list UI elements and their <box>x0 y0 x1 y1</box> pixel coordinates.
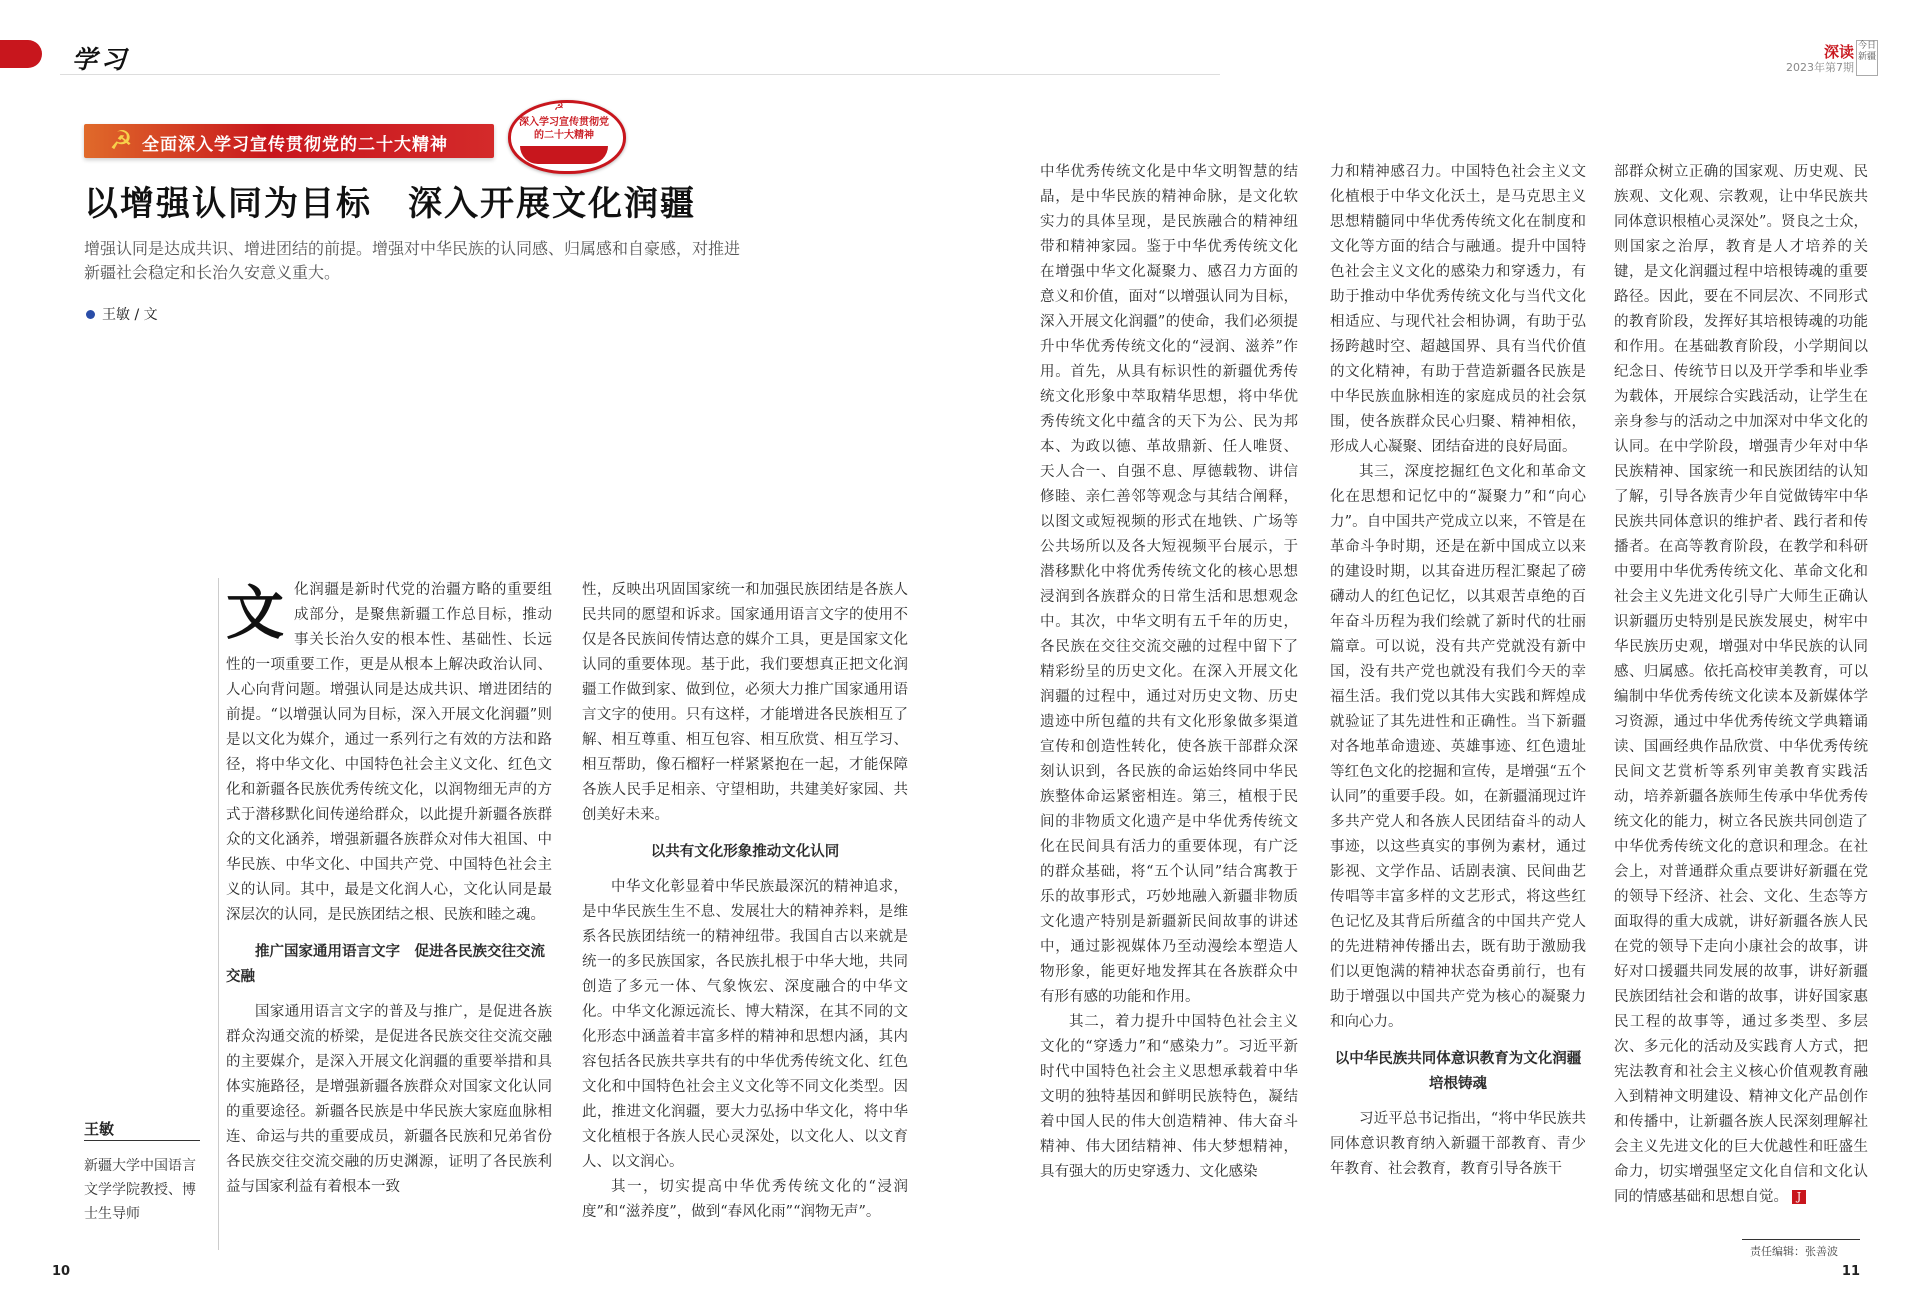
author-name: 王敏 <box>84 1120 115 1138</box>
responsible-editor: 责任编辑：张善波 <box>1750 1245 1838 1258</box>
body-column-1 <box>226 578 552 1200</box>
body-column-2 <box>582 578 908 1225</box>
author-rule <box>84 1140 200 1141</box>
badge-emblem-icon: ☭ <box>554 100 564 113</box>
end-mark-icon: J <box>1792 1190 1806 1204</box>
body-column-4 <box>1330 160 1586 1182</box>
header-rule-left <box>60 74 1220 75</box>
byline-dot-icon <box>86 310 95 319</box>
article-title: 以增强认同为目标 深入开展文化润疆 <box>84 184 696 224</box>
editor-rule <box>1742 1239 1860 1240</box>
badge-base-decoration <box>520 146 608 164</box>
paragraph: 力和精神感召力。中国特色社会主义文化植根于中华文化沃土，是马克思主义思想精髓同中华优秀传统文化在制度和文化等方面的结合与融通。提升中国特色社会主义文化的感染力和穿透力，有助于推动中华优秀传统文化与当代文化相适应、与现代社会相协调，有助于弘扬跨越时空、超越国界、具有当代价值的文化精神，有助于营造新疆各民族是中华民族血脉相连的家庭成员的社会氛围，使各族群众民心归聚、精神相依，形成人心凝聚、团结奋进的良好局面。 <box>1330 164 1586 455</box>
page-number-left: 10 <box>52 1264 71 1279</box>
badge-text: 深入学习宣传贯彻党的二十大精神 <box>519 117 609 141</box>
paragraph: 国家通用语言文字的普及与推广，是促进各族群众沟通交流的桥梁，是促进各民族交往交流交融的主要媒介，是深入开展文化润疆的重要举措和具体实施路径，是增强新疆各族群众对国家文化认同的重要途径。新疆各民族是中华民族大家庭血脉相连、命运与共的重要成员，新疆各民族和兄弟省份各民族交往交流交融的历史渊源，证明了各民族利益与国家利益有着根本一致 <box>226 1004 552 1195</box>
magazine-issue: 2023年第7期 <box>1786 61 1854 74</box>
page-number-right: 11 <box>1841 1264 1860 1279</box>
article-lead: 增强认同是达成共识、增进团结的前提。增强对中华民族的认同感、归属感和自豪感，对推进新疆社会稳定和长治久安意义重大。 <box>84 239 741 282</box>
paragraph: 其三，深度挖掘红色文化和革命文化在思想和记忆中的“凝聚力”和“向心力”。自中国共产党成立以来，不管是在革命斗争时期，还是在新中国成立以来的建设时期，以其奋进历程汇聚起了磅礴动人的红色记忆，以其艰苦卓绝的百年奋斗历程为我们绘就了新时代的壮丽篇章。可以说，没有共产党就没有新中国，没有共产党也就没有我们今天的幸福生活。我们党以其伟大实践和辉煌成就验证了其先进性和正确性。当下新疆对各地革命遗迹、英雄事迹、红色遗址等红色文化的挖掘和宣传，是增强“五个认同”的重要手段。如，在新疆涌现过许多共产党人和各族人民团结奋斗的动人事迹，以这些真实的事例为素材，通过影视、文学作品、话剧表演、民间曲艺传唱等丰富多样的文艺形式，将这些红色记忆及其背后所蕴含的中国共产党人的先进精神传播出去，既有助于激励我们以更饱满的精神状态奋勇前行，也有助于增强以中国共产党为核心的凝聚力和向心力。 <box>1330 464 1586 1030</box>
body-column-3 <box>1040 160 1298 1185</box>
banner-text: 全面深入学习宣传贯彻党的二十大精神 <box>142 135 448 155</box>
magazine-logo-box: 今日新疆 <box>1856 40 1878 76</box>
author-divider <box>218 578 219 1250</box>
party-emblem-icon: ☭ <box>109 126 133 156</box>
paragraph: 其一，切实提高中华优秀传统文化的“浸润度”和“滋养度”，做到“春风化雨”“润物无声”。 <box>582 1179 908 1220</box>
author-description: 新疆大学中国语言文学学院教授、博士生导师 <box>84 1158 196 1222</box>
magazine-name: 深读 <box>1823 43 1854 61</box>
drop-cap: 文 <box>226 579 285 647</box>
section-heading: 以中华民族共同体意识教育为文化润疆培根铸魂 <box>1334 1051 1582 1092</box>
article-byline: 王敏 / 文 <box>102 307 158 323</box>
section-heading: 推广国家通用语言文字 促进各民族交往交流交融 <box>226 944 545 985</box>
paragraph-text: 部群众树立正确的国家观、历史观、民族观、文化观、宗教观，让中华民族共同体意识根植心灵深处”。贤良之士众，则国家之治厚，教育是人才培养的关键，是文化润疆过程中培根铸魂的重要路径。因此，要在不同层次、不同形式的教育阶段，发挥好其培根铸魂的功能和作用。在基础教育阶段，小学期间以纪念日、传统节日以及开学季和毕业季为载体，开展综合实践活动，让学生在亲身参与的活动之中加深对中华文化的认同。在中学阶段，增强青少年对中华民族精神、国家统一和民族团结的认知了解，引导各族青少年自觉做铸牢中华民族共同体意识的维护者、践行者和传播者。在高等教育阶段，在教学和科研中要用中华优秀传统文化、革命文化和社会主义先进文化引导广大师生正确认识新疆历史特别是民族发展史，树牢中华民族历史观，增强对中华民族的认同感、归属感。依托高校审美教育，可以编制中华优秀传统文化读本及新媒体学习资源，通过中华优秀传统文学典籍诵读、国画经典作品欣赏、中华优秀传统民间文艺赏析等系列审美教育实践活动，培养新疆各族师生传承中华优秀传统文化的能力，树立各民族共同创造了中华优秀传统文化的意识和理念。在社会上，对普通群众重点要讲好新疆在党的领导下经济、社会、文化、生态等方面取得的重大成就，讲好新疆各族人民在党的领导下走向小康社会的故事，讲好对口援疆共同发展的故事，讲好新疆民族团结社会和谐的故事，讲好国家惠民工程的故事等，通过多类型、多层次、多元化的活动及实践育人方式，把宪法教育和社会主义核心价值观教育融入到精神文明建设、精神文化产品创作和传播中，让新疆各族人民深刻理解社会主义先进文化的巨大优越性和旺盛生命力，切实增强坚定文化自信和文化认同的情感基础和思想自觉。 <box>1614 164 1868 1205</box>
section-heading: 以共有文化形象推动文化认同 <box>650 844 840 860</box>
paragraph: 其二，着力提升中国特色社会主义文化的“穿透力”和“感染力”。习近平新时代中国特色社会主义思想承载着中华文明的独特基因和鲜明民族特色，凝结着中国人民的伟大创造精神、伟大奋斗精神、伟大团结精神、伟大梦想精神，具有强大的历史穿透力、文化感染 <box>1040 1014 1298 1180</box>
section-label: 学习 <box>72 45 131 74</box>
paragraph: 中华文化彰显着中华民族最深沉的精神追求，是中华民族生生不息、发展壮大的精神养料，是维系各民族团结统一的精神纽带。我国自古以来就是统一的多民族国家，各民族扎根于中华大地，共同创造了多元一体、气象恢宏、深度融合的中华文化。中华文化源远流长、博大精深，在其不同的文化形态中涵盖着丰富多样的精神和思想内涵，其内容包括各民族共享共有的中华优秀传统文化、红色文化和中国特色社会主义文化等不同文化类型。因此，推进文化润疆，要大力弘扬中华文化，将中华文化植根于各族人民心灵深处，以文化人、以文育人、以文润心。 <box>582 879 908 1170</box>
body-column-5 <box>1614 160 1868 1210</box>
section-tab-marker <box>0 40 42 68</box>
paragraph <box>1614 160 1868 1210</box>
paragraph: 化润疆是新时代党的治疆方略的重要组成部分，是聚焦新疆工作总目标，推动事关长治久安的根本性、基础性、长远性的一项重要工作，更是从根本上解决政治认同、人心向背问题。增强认同是达成共识、增进团结的前提。“以增强认同为目标，深入开展文化润疆”则是以文化为媒介，通过一系列行之有效的方法和路径，将中华文化、中国特色社会主义文化、红色文化和新疆各民族优秀传统文化，以润物细无声的方式于潜移默化间传递给群众，以此提升新疆各族群众的文化涵养，增强新疆各族群众对伟大祖国、中华民族、中华文化、中国共产党、中国特色社会主义的认同。其中，最是文化润人心，文化认同是最深层次的认同，是民族团结之根、民族和睦之魂。 <box>226 582 552 923</box>
paragraph: 习近平总书记指出，“将中华民族共同体意识教育纳入新疆干部教育、青少年教育、社会教育，教育引导各族干 <box>1330 1111 1586 1177</box>
paragraph: 性，反映出巩固国家统一和加强民族团结是各族人民共同的愿望和诉求。国家通用语言文字的使用不仅是各民族间传情达意的媒介工具，更是国家文化认同的重要体现。基于此，我们要想真正把文化润疆工作做到家、做到位，必须大力推广国家通用语言文字的使用。只有这样，才能增进各民族相互了解、相互尊重、相互包容、相互欣赏、相互学习、相互帮助，像石榴籽一样紧紧抱在一起，才能保障各族人民手足相亲、守望相助，共建美好家园、共创美好未来。 <box>582 582 908 823</box>
paragraph: 中华优秀传统文化是中华文明智慧的结晶，是中华民族的精神命脉，是文化软实力的具体呈现，是民族融合的精神纽带和精神家园。鉴于中华优秀传统文化在增强中华文化凝聚力、感召力方面的意义和价值，面对“以增强认同为目标，深入开展文化润疆”的使命，我们必须提升中华优秀传统文化的“浸润、滋养”作用。首先，从具有标识性的新疆优秀传统文化形象中萃取精华思想，将中华优秀传统文化中蕴含的天下为公、民为邦本、为政以德、革故鼎新、任人唯贤、天人合一、自强不息、厚德载物、讲信修睦、亲仁善邻等观念与其结合阐释，以图文或短视频的形式在地铁、广场等公共场所以及各大短视频平台展示，于潜移默化中将优秀传统文化的核心思想浸润到各族群众的日常生活和思想观念中。其次，中华文明有五千年的历史，各民族在交往交流交融的过程中留下了精彩纷呈的历史文化。在深入开展文化润疆的过程中，通过对历史文物、历史遗迹中所包蕴的共有文化形象做多渠道宣传和创造性转化，使各族干部群众深刻认识到，各民族的命运始终同中华民族整体命运紧密相连。第三，植根于民间的非物质文化遗产是中华优秀传统文化在民间具有活力的重要体现，有广泛的群众基础，将“五个认同”结合寓教于乐的故事形式，巧妙地融入新疆非物质文化遗产特别是新疆新民间故事的讲述中，通过影视媒体乃至动漫绘本塑造人物形象，能更好地发挥其在各族群众中有形有感的功能和作用。 <box>1040 164 1298 1005</box>
